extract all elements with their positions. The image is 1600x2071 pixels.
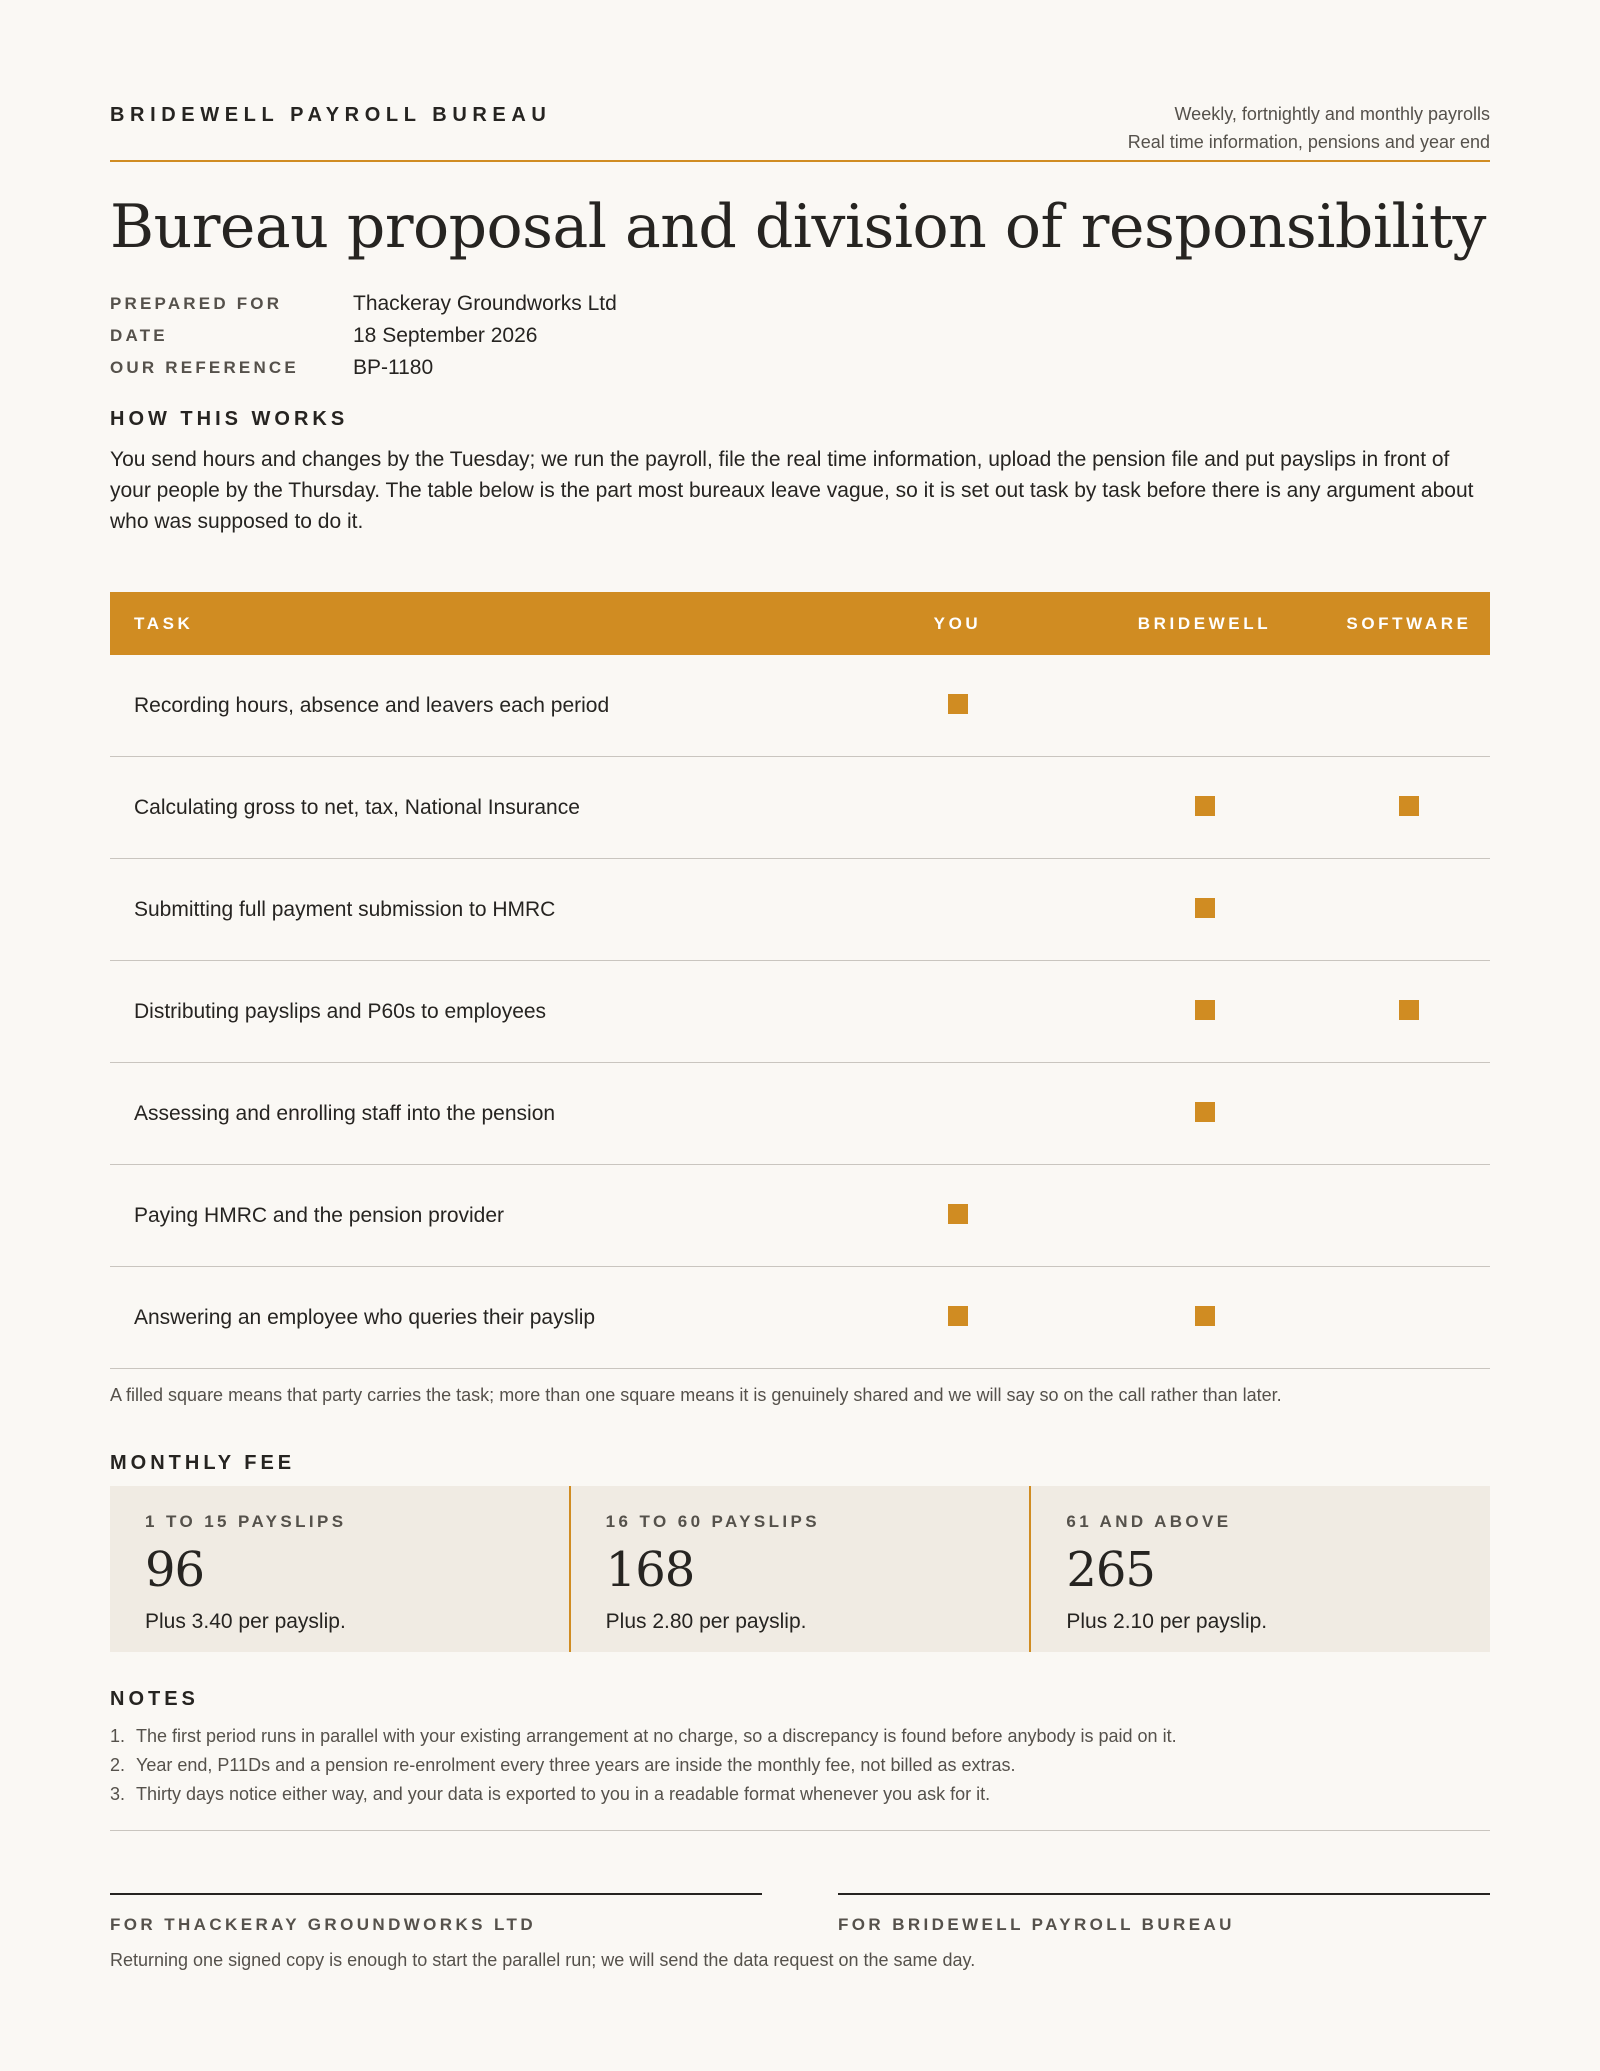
cell-software	[1328, 698, 1490, 714]
closing-note: Returning one signed copy is enough to start the parallel run; we will send the data request on the same day.	[110, 1950, 976, 1970]
fee-tier-value: 265	[1066, 1542, 1155, 1598]
document-meta	[110, 288, 617, 384]
divider	[110, 1830, 1490, 1831]
table-row	[110, 1165, 1490, 1267]
cell-you	[834, 698, 1081, 714]
cell-you	[834, 1310, 1081, 1326]
monthly-fee-heading: MONTHLY FEE	[110, 1452, 296, 1474]
list-item	[110, 1722, 1490, 1751]
empty-cell	[948, 898, 968, 918]
cell-bridewell	[1081, 1208, 1328, 1224]
cell-software	[1328, 1208, 1490, 1224]
empty-cell	[1399, 694, 1419, 714]
meta-value: Thackeray Groundworks Ltd	[353, 292, 617, 315]
task-cell: Assessing and enrolling staff into the pension	[134, 1101, 556, 1125]
filled-square-icon	[1195, 1102, 1215, 1122]
filled-square-icon	[1399, 796, 1419, 816]
task-cell: Answering an employee who queries their payslip	[134, 1305, 596, 1329]
note-number: 1.	[110, 1726, 126, 1746]
cell-bridewell	[1081, 1310, 1328, 1326]
how-this-works-heading: HOW THIS WORKS	[110, 408, 349, 430]
table-row	[110, 859, 1490, 961]
tagline-line: Real time information, pensions and year end	[1127, 132, 1490, 152]
empty-cell	[1399, 1306, 1419, 1326]
empty-cell	[948, 796, 968, 816]
fee-tiers	[110, 1486, 1490, 1652]
task-cell: Calculating gross to net, tax, National Insurance	[134, 795, 580, 819]
cell-you	[834, 800, 1081, 816]
cell-software	[1328, 1004, 1490, 1020]
fee-tier-label: 16 TO 60 PAYSLIPS	[605, 1512, 821, 1531]
fee-tier	[1029, 1486, 1490, 1652]
filled-square-icon	[948, 694, 968, 714]
column-header-task: TASK	[134, 613, 194, 633]
table-row	[110, 961, 1490, 1063]
responsibility-table	[110, 592, 1490, 1369]
list-item	[110, 1751, 1490, 1780]
column-header-bridewell: BRIDEWELL	[1137, 613, 1272, 633]
cell-you	[834, 1106, 1081, 1122]
table-body	[110, 655, 1490, 1369]
cell-you	[834, 902, 1081, 918]
task-cell: Submitting full payment submission to HMRC	[134, 897, 556, 921]
fee-tier	[569, 1486, 1030, 1652]
filled-square-icon	[948, 1306, 968, 1326]
signature-line-bureau: FOR BRIDEWELL PAYROLL BUREAU	[838, 1893, 1490, 1935]
table-row	[110, 655, 1490, 757]
filled-square-icon	[1195, 1000, 1215, 1020]
page-title: Bureau proposal and division of responsibility	[110, 192, 1486, 262]
empty-cell	[1195, 1204, 1215, 1224]
cell-software	[1328, 800, 1490, 816]
fee-tier-value: 168	[605, 1542, 695, 1598]
cell-bridewell	[1081, 1106, 1328, 1122]
fee-tier-value: 96	[145, 1542, 205, 1598]
cell-software	[1328, 902, 1490, 918]
task-cell: Paying HMRC and the pension provider	[134, 1203, 505, 1227]
meta-label: PREPARED FOR	[110, 294, 283, 313]
cell-software	[1328, 1310, 1490, 1326]
meta-value: BP-1180	[353, 356, 434, 379]
note-text: Year end, P11Ds and a pension re-enrolment every three years are inside the monthly fee, not billed as extras.	[136, 1755, 1016, 1775]
brand-name: BRIDEWELL PAYROLL BUREAU	[110, 104, 552, 126]
cell-bridewell	[1081, 1004, 1328, 1020]
signature-line-client: FOR THACKERAY GROUNDWORKS LTD	[110, 1893, 762, 1935]
meta-label: DATE	[110, 326, 168, 345]
meta-value: 18 September 2026	[353, 324, 538, 347]
empty-cell	[1399, 1102, 1419, 1122]
task-cell: Distributing payslips and P60s to employees	[134, 999, 547, 1023]
fee-tier-note: Plus 3.40 per payslip.	[145, 1610, 346, 1633]
note-text: The first period runs in parallel with your existing arrangement at no charge, so a discrepancy is found before anybody is paid on it.	[136, 1726, 1177, 1746]
fee-tier-note: Plus 2.80 per payslip.	[605, 1610, 807, 1633]
fee-tier-note: Plus 2.10 per payslip.	[1066, 1610, 1268, 1633]
cell-software	[1328, 1106, 1490, 1122]
column-header-you: YOU	[933, 613, 982, 633]
table-row	[110, 1267, 1490, 1369]
filled-square-icon	[1399, 1000, 1419, 1020]
cell-you	[834, 1004, 1081, 1020]
empty-cell	[1399, 898, 1419, 918]
fee-tier	[110, 1486, 569, 1652]
filled-square-icon	[1195, 898, 1215, 918]
letterhead	[110, 100, 1490, 162]
notes-list	[110, 1722, 1490, 1809]
cell-bridewell	[1081, 902, 1328, 918]
meta-row-reference	[110, 352, 617, 384]
intro-paragraph: You send hours and changes by the Tuesday; we run the payroll, file the real time information, upload the pension file and put payslips in front of your people by the Thursday. The table below is the part most bureaux leave vague, so it is set out task by task before there is any argument about who was supposed to do it.	[110, 448, 1474, 533]
meta-row-prepared-for	[110, 288, 617, 320]
tagline-line: Weekly, fortnightly and monthly payrolls	[1174, 104, 1490, 124]
notes-heading: NOTES	[110, 1688, 199, 1710]
meta-row-date	[110, 320, 617, 352]
list-item	[110, 1780, 1490, 1809]
task-cell: Recording hours, absence and leavers each period	[134, 693, 610, 717]
tagline	[1128, 100, 1490, 156]
note-text: Thirty days notice either way, and your data is exported to you in a readable format whenever you ask for it.	[136, 1784, 991, 1804]
empty-cell	[1399, 1204, 1419, 1224]
cell-bridewell	[1081, 698, 1328, 714]
filled-square-icon	[1195, 796, 1215, 816]
table-header	[110, 592, 1490, 655]
cell-bridewell	[1081, 800, 1328, 816]
filled-square-icon	[1195, 1306, 1215, 1326]
empty-cell	[948, 1000, 968, 1020]
meta-label: OUR REFERENCE	[110, 358, 299, 377]
column-header-software: SOFTWARE	[1346, 613, 1472, 633]
cell-you	[834, 1208, 1081, 1224]
note-number: 3.	[110, 1784, 126, 1804]
table-legend: A filled square means that party carries the task; more than one square means it is genuinely shared and we will say so on the call rather than later.	[110, 1385, 1282, 1405]
fee-tier-label: 61 AND ABOVE	[1066, 1512, 1232, 1531]
fee-tier-label: 1 TO 15 PAYSLIPS	[145, 1512, 347, 1531]
table-row	[110, 1063, 1490, 1165]
empty-cell	[948, 1102, 968, 1122]
table-row	[110, 757, 1490, 859]
note-number: 2.	[110, 1755, 126, 1775]
filled-square-icon	[948, 1204, 968, 1224]
empty-cell	[1195, 694, 1215, 714]
